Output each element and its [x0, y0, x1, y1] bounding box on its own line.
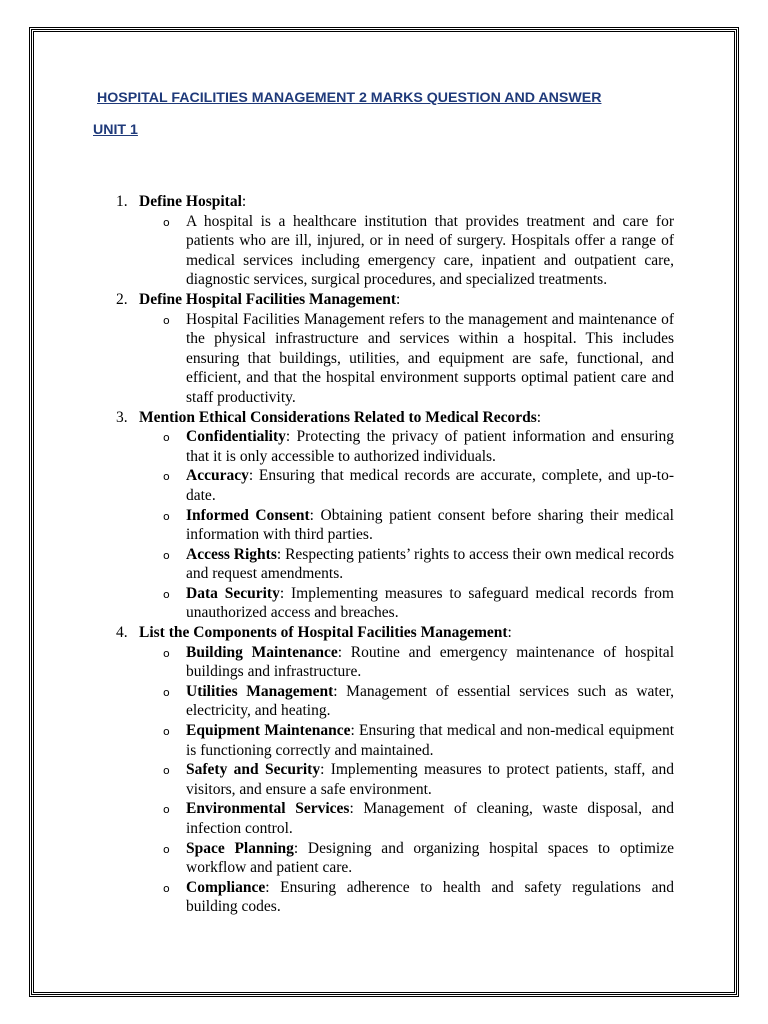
question-item [110, 408, 674, 624]
answer-term: Confidentiality [186, 428, 286, 446]
question-number: 4. [116, 624, 128, 642]
answer-text: Obtaining patient consent before sharing their medical information with third parties. [186, 506, 674, 544]
answer-term: Safety and Security [186, 761, 321, 779]
answer-list [139, 212, 674, 290]
answer-term-colon: : [350, 722, 355, 740]
answer-term: Compliance [186, 878, 266, 896]
circle-bullet-icon: o [163, 725, 170, 739]
answer-term: Accuracy [186, 467, 249, 485]
answer-item [139, 878, 674, 917]
answer-term: Building Maintenance [186, 643, 338, 661]
answer-item [139, 466, 674, 505]
answer-item [139, 839, 674, 878]
circle-bullet-icon: o [163, 646, 170, 660]
answer-text: Hospital Facilities Management refers to the management and maintenance of the physical infrastructure and services within a hospital. This includes ensuring that buildings, utilities, and equipment are safe, functional, and efficient, and that the hospital environment supports optimal patient care and staff productivity. [186, 310, 674, 406]
answer-text: Ensuring that medical and non-medical equipment is functioning correctly and maintained. [186, 722, 675, 759]
question-title [139, 290, 674, 310]
answer-term-colon: : [285, 428, 291, 446]
question-title-colon: : [396, 290, 401, 308]
answer-term-colon: : [293, 839, 299, 857]
answer-text: Designing and organizing hospital spaces to optimize workflow and patient care. [186, 839, 674, 877]
answer-text: Protecting the privacy of patient information and ensuring that it is only accessible to authorized individuals. [186, 428, 674, 465]
circle-bullet-icon: o [163, 881, 170, 895]
question-title [139, 623, 674, 643]
answer-item [139, 427, 674, 466]
answer-text: Routine and emergency maintenance of hospital buildings and infrastructure. [186, 643, 674, 681]
answer-text: Management of cleaning, waste disposal, and infection control. [186, 800, 675, 837]
answer-term-colon: : [265, 878, 270, 896]
question-title-text: Mention Ethical Considerations Related to Medical Records [139, 408, 537, 426]
question-item [110, 192, 674, 290]
question-title-text: List the Components of Hospital Facilities Management [139, 624, 508, 642]
answer-text: Implementing measures to protect patients, staff, and visitors, and ensure a safe environment. [186, 761, 674, 798]
answer-term: Equipment Maintenance [186, 722, 351, 740]
answer-term-colon: : [333, 682, 338, 700]
answer-item [139, 506, 674, 545]
answer-term-colon: : [320, 761, 325, 779]
question-title-colon: : [536, 408, 542, 426]
answer-term: Space Planning [186, 839, 294, 857]
answer-term-colon: : [349, 800, 354, 818]
answer-text: A hospital is a healthcare institution that provides treatment and care for patients who are ill, injured, or in need of surgery. Hospitals offer a range of medical services including emergency care, inpatient and outpatient care, diagnostic services, surgical procedures, and specialized treatments. [186, 212, 674, 289]
question-title [139, 192, 674, 212]
answer-text: Respecting patients’ rights to access their own medical records and request amendments. [186, 545, 674, 583]
answer-term: Access Rights [186, 545, 277, 563]
answer-term: Environmental Services [186, 800, 350, 818]
circle-bullet-icon: o [163, 803, 170, 817]
answer-item [139, 310, 674, 408]
answer-item [139, 799, 674, 838]
answer-list [139, 310, 674, 408]
question-number: 1. [116, 193, 128, 210]
circle-bullet-icon: o [163, 685, 170, 699]
circle-bullet-icon: o [163, 842, 170, 856]
question-title-colon: : [241, 193, 247, 210]
circle-bullet-icon: o [163, 764, 170, 778]
answer-term-colon: : [279, 584, 285, 602]
answer-item [139, 545, 674, 584]
circle-bullet-icon: o [163, 548, 170, 562]
answer-text: Ensuring that medical records are accurate, complete, and up-to-date. [186, 467, 674, 504]
answer-term: Data Security [186, 584, 280, 602]
question-item [110, 290, 674, 408]
unit-heading: UNIT 1 [93, 122, 138, 138]
answer-text: Ensuring adherence to health and safety regulations and building codes. [186, 878, 674, 916]
answer-list [139, 643, 674, 917]
circle-bullet-icon: o [163, 587, 170, 601]
question-number: 2. [116, 290, 128, 308]
question-item [110, 623, 674, 917]
circle-bullet-icon: o [163, 431, 170, 445]
answer-term-colon: : [337, 643, 343, 661]
question-title-text: Define Hospital [139, 193, 242, 210]
answer-term-colon: : [248, 467, 254, 485]
document-title: HOSPITAL FACILITIES MANAGEMENT 2 MARKS QUESTION AND ANSWER [97, 90, 602, 106]
answer-term-colon: : [276, 545, 282, 563]
answer-term: Informed Consent [186, 506, 310, 524]
circle-bullet-icon: o [163, 313, 170, 327]
question-title-text: Define Hospital Facilities Management [139, 290, 396, 308]
circle-bullet-icon: o [163, 509, 170, 523]
answer-term: Utilities Management [186, 682, 334, 700]
answer-item [139, 643, 674, 682]
circle-bullet-icon: o [163, 470, 170, 484]
question-title-colon: : [507, 624, 512, 642]
question-number: 3. [116, 408, 128, 426]
answer-item [139, 584, 674, 623]
answer-item [139, 721, 674, 760]
circle-bullet-icon: o [163, 215, 170, 229]
answer-text: Implementing measures to safeguard medical records from unauthorized access and breaches. [186, 584, 674, 622]
answer-list [139, 427, 674, 623]
answer-text: Management of essential services such as water, electricity, and heating. [186, 682, 674, 720]
answer-term-colon: : [309, 506, 314, 524]
question-list [110, 192, 674, 917]
answer-item [139, 212, 674, 290]
answer-item [139, 760, 674, 799]
question-title [139, 408, 674, 428]
answer-item [139, 682, 674, 721]
